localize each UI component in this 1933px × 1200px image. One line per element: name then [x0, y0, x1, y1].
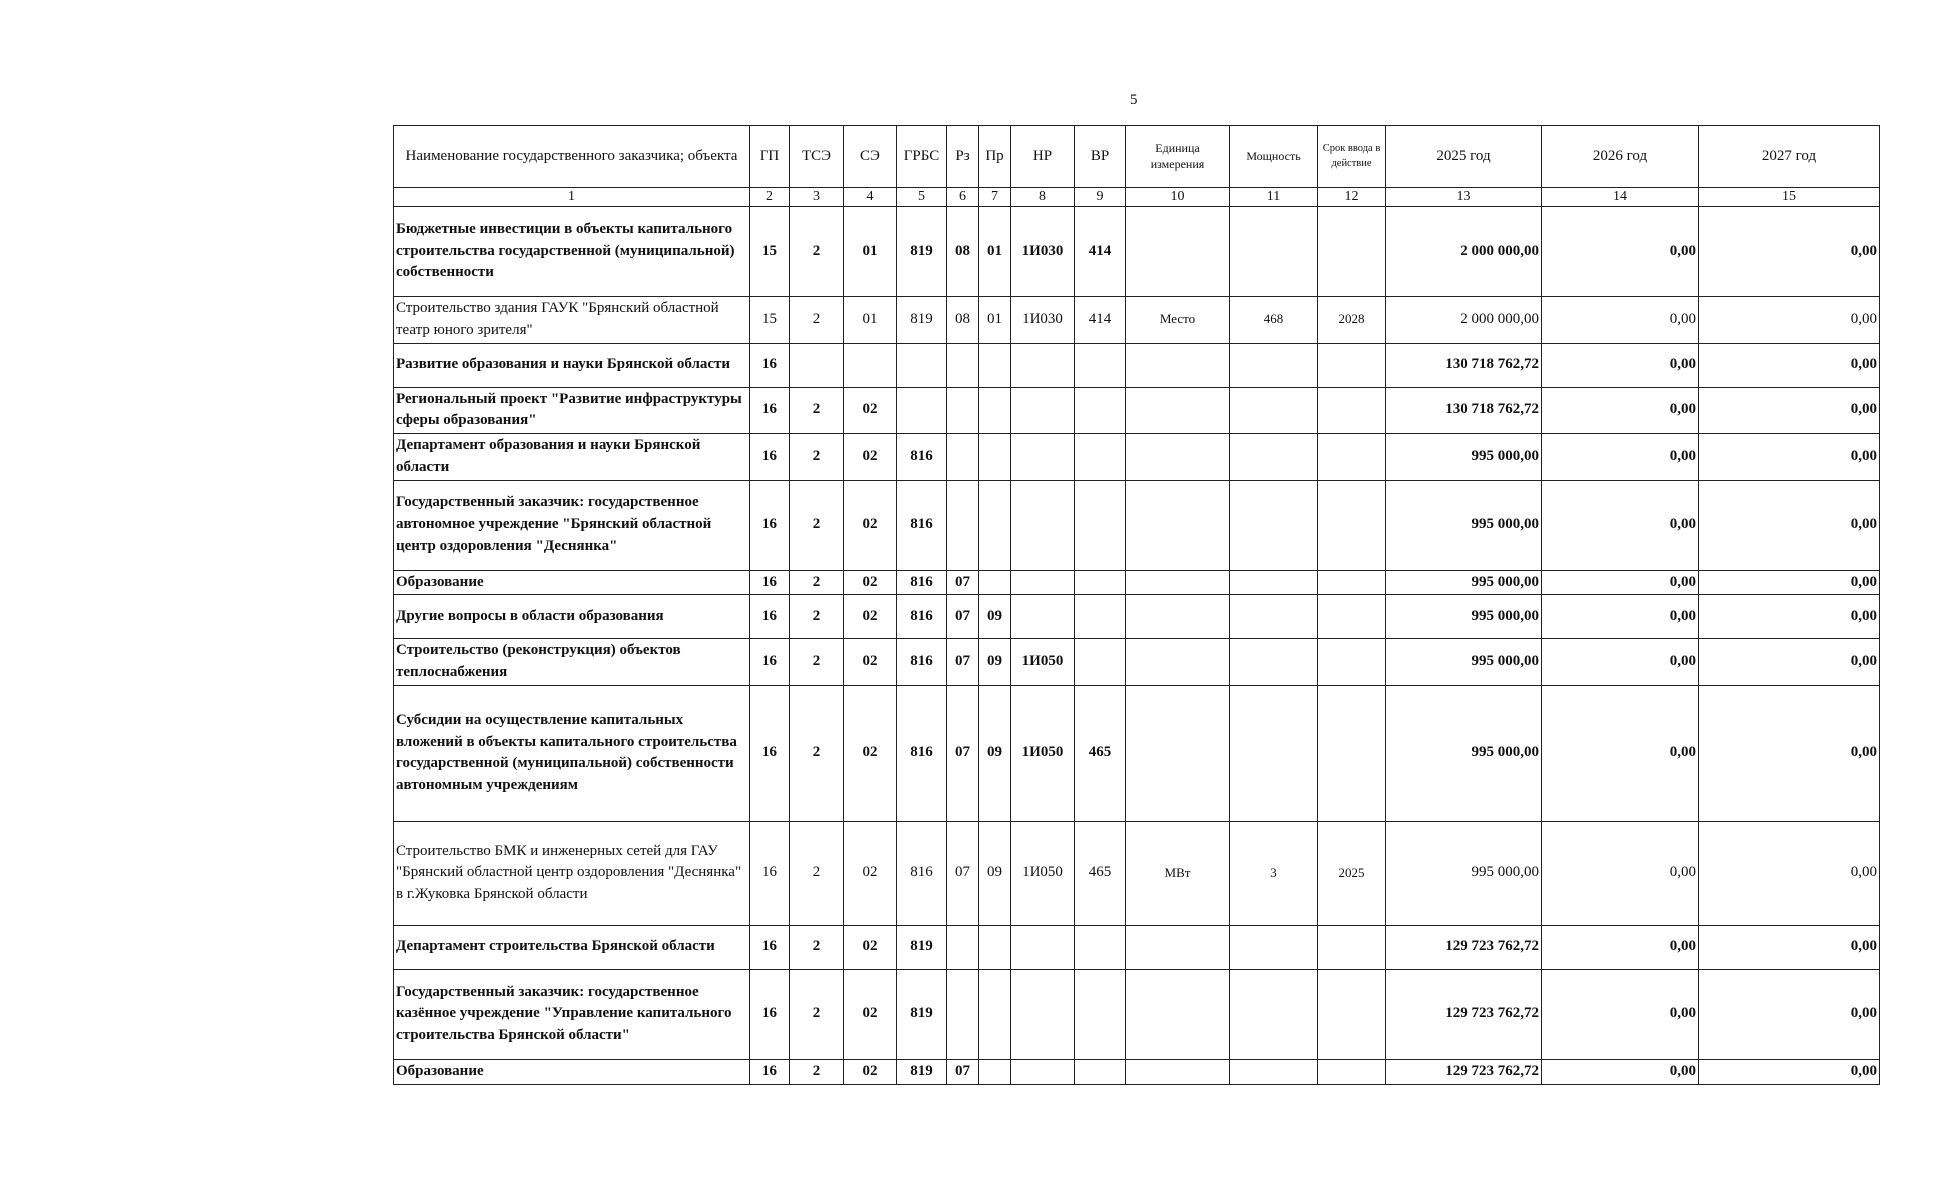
cell-pr	[979, 570, 1011, 595]
cell-pr: 01	[979, 297, 1011, 344]
cell-term	[1318, 387, 1386, 434]
cell-se: 02	[844, 685, 897, 821]
cell-tse: 2	[790, 639, 844, 686]
header-pr: Пр	[979, 126, 1011, 188]
cell-y2025: 130 718 762,72	[1386, 387, 1542, 434]
cell-y2025: 995 000,00	[1386, 639, 1542, 686]
cell-gp: 15	[750, 207, 790, 297]
cell-gp: 16	[750, 821, 790, 925]
cell-y2026: 0,00	[1542, 639, 1699, 686]
cell-vr	[1075, 969, 1126, 1059]
cell-grbs: 816	[897, 434, 947, 481]
cell-gp: 16	[750, 639, 790, 686]
cell-term	[1318, 969, 1386, 1059]
cell-rz: 07	[947, 685, 979, 821]
cell-tse: 2	[790, 925, 844, 969]
cell-grbs: 819	[897, 1059, 947, 1084]
cell-capacity	[1230, 969, 1318, 1059]
cell-gp: 15	[750, 297, 790, 344]
cell-pr	[979, 1059, 1011, 1084]
cell-unit	[1126, 595, 1230, 639]
cell-vr: 465	[1075, 685, 1126, 821]
cell-unit	[1126, 480, 1230, 570]
cell-grbs: 819	[897, 207, 947, 297]
cell-pr	[979, 434, 1011, 481]
cell-grbs: 819	[897, 969, 947, 1059]
cell-grbs: 816	[897, 821, 947, 925]
cell-se: 02	[844, 480, 897, 570]
cell-tse: 2	[790, 821, 844, 925]
cell-vr: 414	[1075, 297, 1126, 344]
cell-nr	[1011, 387, 1075, 434]
cell-se: 02	[844, 387, 897, 434]
cell-tse: 2	[790, 207, 844, 297]
cell-y2026: 0,00	[1542, 1059, 1699, 1084]
cell-tse: 2	[790, 480, 844, 570]
column-number: 7	[979, 188, 1011, 207]
cell-rz: 08	[947, 207, 979, 297]
cell-pr: 09	[979, 595, 1011, 639]
cell-unit	[1126, 925, 1230, 969]
cell-nr	[1011, 343, 1075, 387]
cell-se: 01	[844, 297, 897, 344]
budget-table	[393, 125, 1880, 1085]
cell-gp: 16	[750, 434, 790, 481]
cell-se: 02	[844, 639, 897, 686]
cell-pr: 09	[979, 685, 1011, 821]
cell-nr	[1011, 925, 1075, 969]
cell-pr: 09	[979, 821, 1011, 925]
cell-vr	[1075, 387, 1126, 434]
cell-gp: 16	[750, 925, 790, 969]
cell-vr	[1075, 639, 1126, 686]
cell-grbs: 819	[897, 297, 947, 344]
cell-name: Образование	[394, 570, 750, 595]
cell-rz: 07	[947, 595, 979, 639]
cell-vr	[1075, 595, 1126, 639]
cell-y2025: 995 000,00	[1386, 480, 1542, 570]
cell-y2025: 130 718 762,72	[1386, 343, 1542, 387]
cell-capacity	[1230, 639, 1318, 686]
cell-gp: 16	[750, 969, 790, 1059]
header-2026: 2026 год	[1542, 126, 1699, 188]
cell-tse: 2	[790, 685, 844, 821]
cell-y2025: 129 723 762,72	[1386, 925, 1542, 969]
cell-y2027: 0,00	[1699, 343, 1880, 387]
cell-unit	[1126, 969, 1230, 1059]
cell-y2025: 129 723 762,72	[1386, 1059, 1542, 1084]
column-number: 4	[844, 188, 897, 207]
column-number: 6	[947, 188, 979, 207]
cell-y2027: 0,00	[1699, 595, 1880, 639]
cell-rz: 07	[947, 570, 979, 595]
table-row	[394, 685, 1880, 821]
cell-nr	[1011, 480, 1075, 570]
cell-y2025: 2 000 000,00	[1386, 297, 1542, 344]
cell-gp: 16	[750, 480, 790, 570]
cell-unit	[1126, 434, 1230, 481]
cell-tse: 2	[790, 1059, 844, 1084]
cell-capacity	[1230, 925, 1318, 969]
header-capacity: Мощность	[1230, 126, 1318, 188]
cell-pr	[979, 387, 1011, 434]
cell-nr	[1011, 570, 1075, 595]
cell-se: 02	[844, 969, 897, 1059]
cell-se: 02	[844, 595, 897, 639]
column-number-row	[394, 188, 1880, 207]
header-nr: НР	[1011, 126, 1075, 188]
cell-grbs	[897, 387, 947, 434]
cell-term	[1318, 1059, 1386, 1084]
cell-y2026: 0,00	[1542, 207, 1699, 297]
cell-tse: 2	[790, 297, 844, 344]
cell-term	[1318, 595, 1386, 639]
header-2025: 2025 год	[1386, 126, 1542, 188]
cell-y2027: 0,00	[1699, 821, 1880, 925]
cell-name: Развитие образования и науки Брянской области	[394, 343, 750, 387]
page-number: 5	[1130, 92, 1138, 108]
table-row	[394, 925, 1880, 969]
column-number: 10	[1126, 188, 1230, 207]
cell-rz: 07	[947, 821, 979, 925]
column-number: 8	[1011, 188, 1075, 207]
cell-pr	[979, 969, 1011, 1059]
cell-y2027: 0,00	[1699, 480, 1880, 570]
cell-vr: 414	[1075, 207, 1126, 297]
cell-nr	[1011, 969, 1075, 1059]
cell-rz	[947, 969, 979, 1059]
cell-y2027: 0,00	[1699, 639, 1880, 686]
cell-tse: 2	[790, 434, 844, 481]
column-number: 15	[1699, 188, 1880, 207]
cell-pr	[979, 343, 1011, 387]
cell-y2025: 129 723 762,72	[1386, 969, 1542, 1059]
cell-y2026: 0,00	[1542, 969, 1699, 1059]
cell-capacity	[1230, 207, 1318, 297]
cell-se: 01	[844, 207, 897, 297]
cell-gp: 16	[750, 570, 790, 595]
cell-pr	[979, 925, 1011, 969]
cell-unit	[1126, 639, 1230, 686]
cell-y2027: 0,00	[1699, 297, 1880, 344]
table-row	[394, 821, 1880, 925]
cell-nr: 1И050	[1011, 639, 1075, 686]
cell-y2025: 995 000,00	[1386, 570, 1542, 595]
cell-rz	[947, 343, 979, 387]
cell-nr: 1И050	[1011, 821, 1075, 925]
cell-name: Департамент строительства Брянской области	[394, 925, 750, 969]
cell-se: 02	[844, 821, 897, 925]
cell-gp: 16	[750, 387, 790, 434]
table-row	[394, 969, 1880, 1059]
cell-capacity	[1230, 480, 1318, 570]
cell-rz	[947, 480, 979, 570]
cell-name: Строительство здания ГАУК "Брянский областной театр юного зрителя"	[394, 297, 750, 344]
header-rz: Рз	[947, 126, 979, 188]
header-name: Наименование государственного заказчика; объекта	[394, 126, 750, 188]
cell-nr: 1И030	[1011, 207, 1075, 297]
column-number: 12	[1318, 188, 1386, 207]
cell-vr	[1075, 570, 1126, 595]
column-number: 14	[1542, 188, 1699, 207]
cell-grbs	[897, 343, 947, 387]
cell-se: 02	[844, 925, 897, 969]
cell-capacity	[1230, 1059, 1318, 1084]
cell-name: Государственный заказчик: государственное казённое учреждение "Управление капитального строительства Брянской области"	[394, 969, 750, 1059]
table-row	[394, 434, 1880, 481]
cell-term	[1318, 685, 1386, 821]
cell-term	[1318, 925, 1386, 969]
cell-name: Образование	[394, 1059, 750, 1084]
cell-term	[1318, 480, 1386, 570]
cell-rz	[947, 387, 979, 434]
header-tse: ТСЭ	[790, 126, 844, 188]
column-number: 9	[1075, 188, 1126, 207]
cell-rz	[947, 434, 979, 481]
cell-gp: 16	[750, 1059, 790, 1084]
cell-tse: 2	[790, 969, 844, 1059]
cell-y2027: 0,00	[1699, 969, 1880, 1059]
header-vr: ВР	[1075, 126, 1126, 188]
cell-nr	[1011, 1059, 1075, 1084]
cell-grbs: 816	[897, 639, 947, 686]
cell-nr: 1И030	[1011, 297, 1075, 344]
cell-tse: 2	[790, 570, 844, 595]
cell-rz: 08	[947, 297, 979, 344]
cell-pr: 01	[979, 207, 1011, 297]
cell-nr	[1011, 595, 1075, 639]
cell-name: Государственный заказчик: государственное автономное учреждение "Брянский областной центр оздоровления "Деснянка"	[394, 480, 750, 570]
cell-capacity	[1230, 595, 1318, 639]
column-number: 3	[790, 188, 844, 207]
cell-gp: 16	[750, 685, 790, 821]
table-row	[394, 207, 1880, 297]
cell-gp: 16	[750, 343, 790, 387]
cell-grbs: 816	[897, 685, 947, 821]
cell-se: 02	[844, 434, 897, 481]
cell-capacity	[1230, 343, 1318, 387]
cell-tse: 2	[790, 595, 844, 639]
cell-nr	[1011, 434, 1075, 481]
cell-tse: 2	[790, 387, 844, 434]
cell-nr: 1И050	[1011, 685, 1075, 821]
cell-unit: Место	[1126, 297, 1230, 344]
cell-grbs: 816	[897, 570, 947, 595]
column-number: 11	[1230, 188, 1318, 207]
cell-unit	[1126, 570, 1230, 595]
cell-y2027: 0,00	[1699, 685, 1880, 821]
cell-tse	[790, 343, 844, 387]
table-row	[394, 570, 1880, 595]
cell-y2027: 0,00	[1699, 570, 1880, 595]
column-number: 2	[750, 188, 790, 207]
cell-gp: 16	[750, 595, 790, 639]
cell-grbs: 816	[897, 595, 947, 639]
table-row	[394, 480, 1880, 570]
cell-y2026: 0,00	[1542, 387, 1699, 434]
cell-vr	[1075, 925, 1126, 969]
cell-unit	[1126, 343, 1230, 387]
cell-vr	[1075, 434, 1126, 481]
cell-term	[1318, 434, 1386, 481]
cell-y2027: 0,00	[1699, 387, 1880, 434]
cell-pr: 09	[979, 639, 1011, 686]
cell-name: Другие вопросы в области образования	[394, 595, 750, 639]
cell-y2026: 0,00	[1542, 925, 1699, 969]
cell-rz: 07	[947, 639, 979, 686]
cell-y2026: 0,00	[1542, 343, 1699, 387]
cell-pr	[979, 480, 1011, 570]
cell-vr	[1075, 480, 1126, 570]
cell-y2027: 0,00	[1699, 434, 1880, 481]
cell-y2025: 995 000,00	[1386, 434, 1542, 481]
cell-capacity: 468	[1230, 297, 1318, 344]
cell-term: 2028	[1318, 297, 1386, 344]
table-row	[394, 297, 1880, 344]
cell-y2025: 995 000,00	[1386, 595, 1542, 639]
cell-capacity	[1230, 685, 1318, 821]
cell-name: Строительство БМК и инженерных сетей для ГАУ "Брянский областной центр оздоровления "Деснянка" в г.Жуковка Брянской области	[394, 821, 750, 925]
cell-capacity: 3	[1230, 821, 1318, 925]
cell-rz	[947, 925, 979, 969]
cell-se: 02	[844, 1059, 897, 1084]
cell-term	[1318, 570, 1386, 595]
cell-y2026: 0,00	[1542, 821, 1699, 925]
cell-name: Региональный проект "Развитие инфраструктуры сферы образования"	[394, 387, 750, 434]
cell-unit	[1126, 685, 1230, 821]
cell-unit	[1126, 1059, 1230, 1084]
cell-capacity	[1230, 570, 1318, 595]
cell-y2026: 0,00	[1542, 570, 1699, 595]
column-number: 5	[897, 188, 947, 207]
header-se: СЭ	[844, 126, 897, 188]
cell-grbs: 819	[897, 925, 947, 969]
cell-y2026: 0,00	[1542, 480, 1699, 570]
cell-y2025: 995 000,00	[1386, 685, 1542, 821]
header-grbs: ГРБС	[897, 126, 947, 188]
cell-grbs: 816	[897, 480, 947, 570]
cell-y2025: 995 000,00	[1386, 821, 1542, 925]
cell-y2027: 0,00	[1699, 1059, 1880, 1084]
table-row	[394, 387, 1880, 434]
cell-name: Строительство (реконструкция) объектов теплоснабжения	[394, 639, 750, 686]
header-2027: 2027 год	[1699, 126, 1880, 188]
cell-capacity	[1230, 434, 1318, 481]
cell-unit: МВт	[1126, 821, 1230, 925]
cell-vr	[1075, 343, 1126, 387]
cell-vr	[1075, 1059, 1126, 1084]
table-row	[394, 639, 1880, 686]
cell-se: 02	[844, 570, 897, 595]
cell-capacity	[1230, 387, 1318, 434]
cell-y2027: 0,00	[1699, 925, 1880, 969]
cell-y2027: 0,00	[1699, 207, 1880, 297]
cell-term: 2025	[1318, 821, 1386, 925]
cell-name: Бюджетные инвестиции в объекты капитального строительства государственной (муниципальной) собственности	[394, 207, 750, 297]
header-commissioning: Срок ввода в действие	[1318, 126, 1386, 188]
header-gp: ГП	[750, 126, 790, 188]
cell-term	[1318, 343, 1386, 387]
cell-se	[844, 343, 897, 387]
cell-unit	[1126, 207, 1230, 297]
cell-y2026: 0,00	[1542, 297, 1699, 344]
cell-name: Департамент образования и науки Брянской области	[394, 434, 750, 481]
cell-rz: 07	[947, 1059, 979, 1084]
cell-term	[1318, 639, 1386, 686]
cell-y2026: 0,00	[1542, 595, 1699, 639]
column-number: 13	[1386, 188, 1542, 207]
table-row	[394, 1059, 1880, 1084]
table-row	[394, 595, 1880, 639]
column-number: 1	[394, 188, 750, 207]
cell-vr: 465	[1075, 821, 1126, 925]
cell-term	[1318, 207, 1386, 297]
cell-y2025: 2 000 000,00	[1386, 207, 1542, 297]
cell-y2026: 0,00	[1542, 434, 1699, 481]
cell-y2026: 0,00	[1542, 685, 1699, 821]
table-row	[394, 343, 1880, 387]
cell-name: Субсидии на осуществление капитальных вложений в объекты капитального строительства государственной (муниципальной) собственности автономным учреждениям	[394, 685, 750, 821]
header-unit: Единица измерения	[1126, 126, 1230, 188]
header-row	[394, 126, 1880, 188]
cell-unit	[1126, 387, 1230, 434]
